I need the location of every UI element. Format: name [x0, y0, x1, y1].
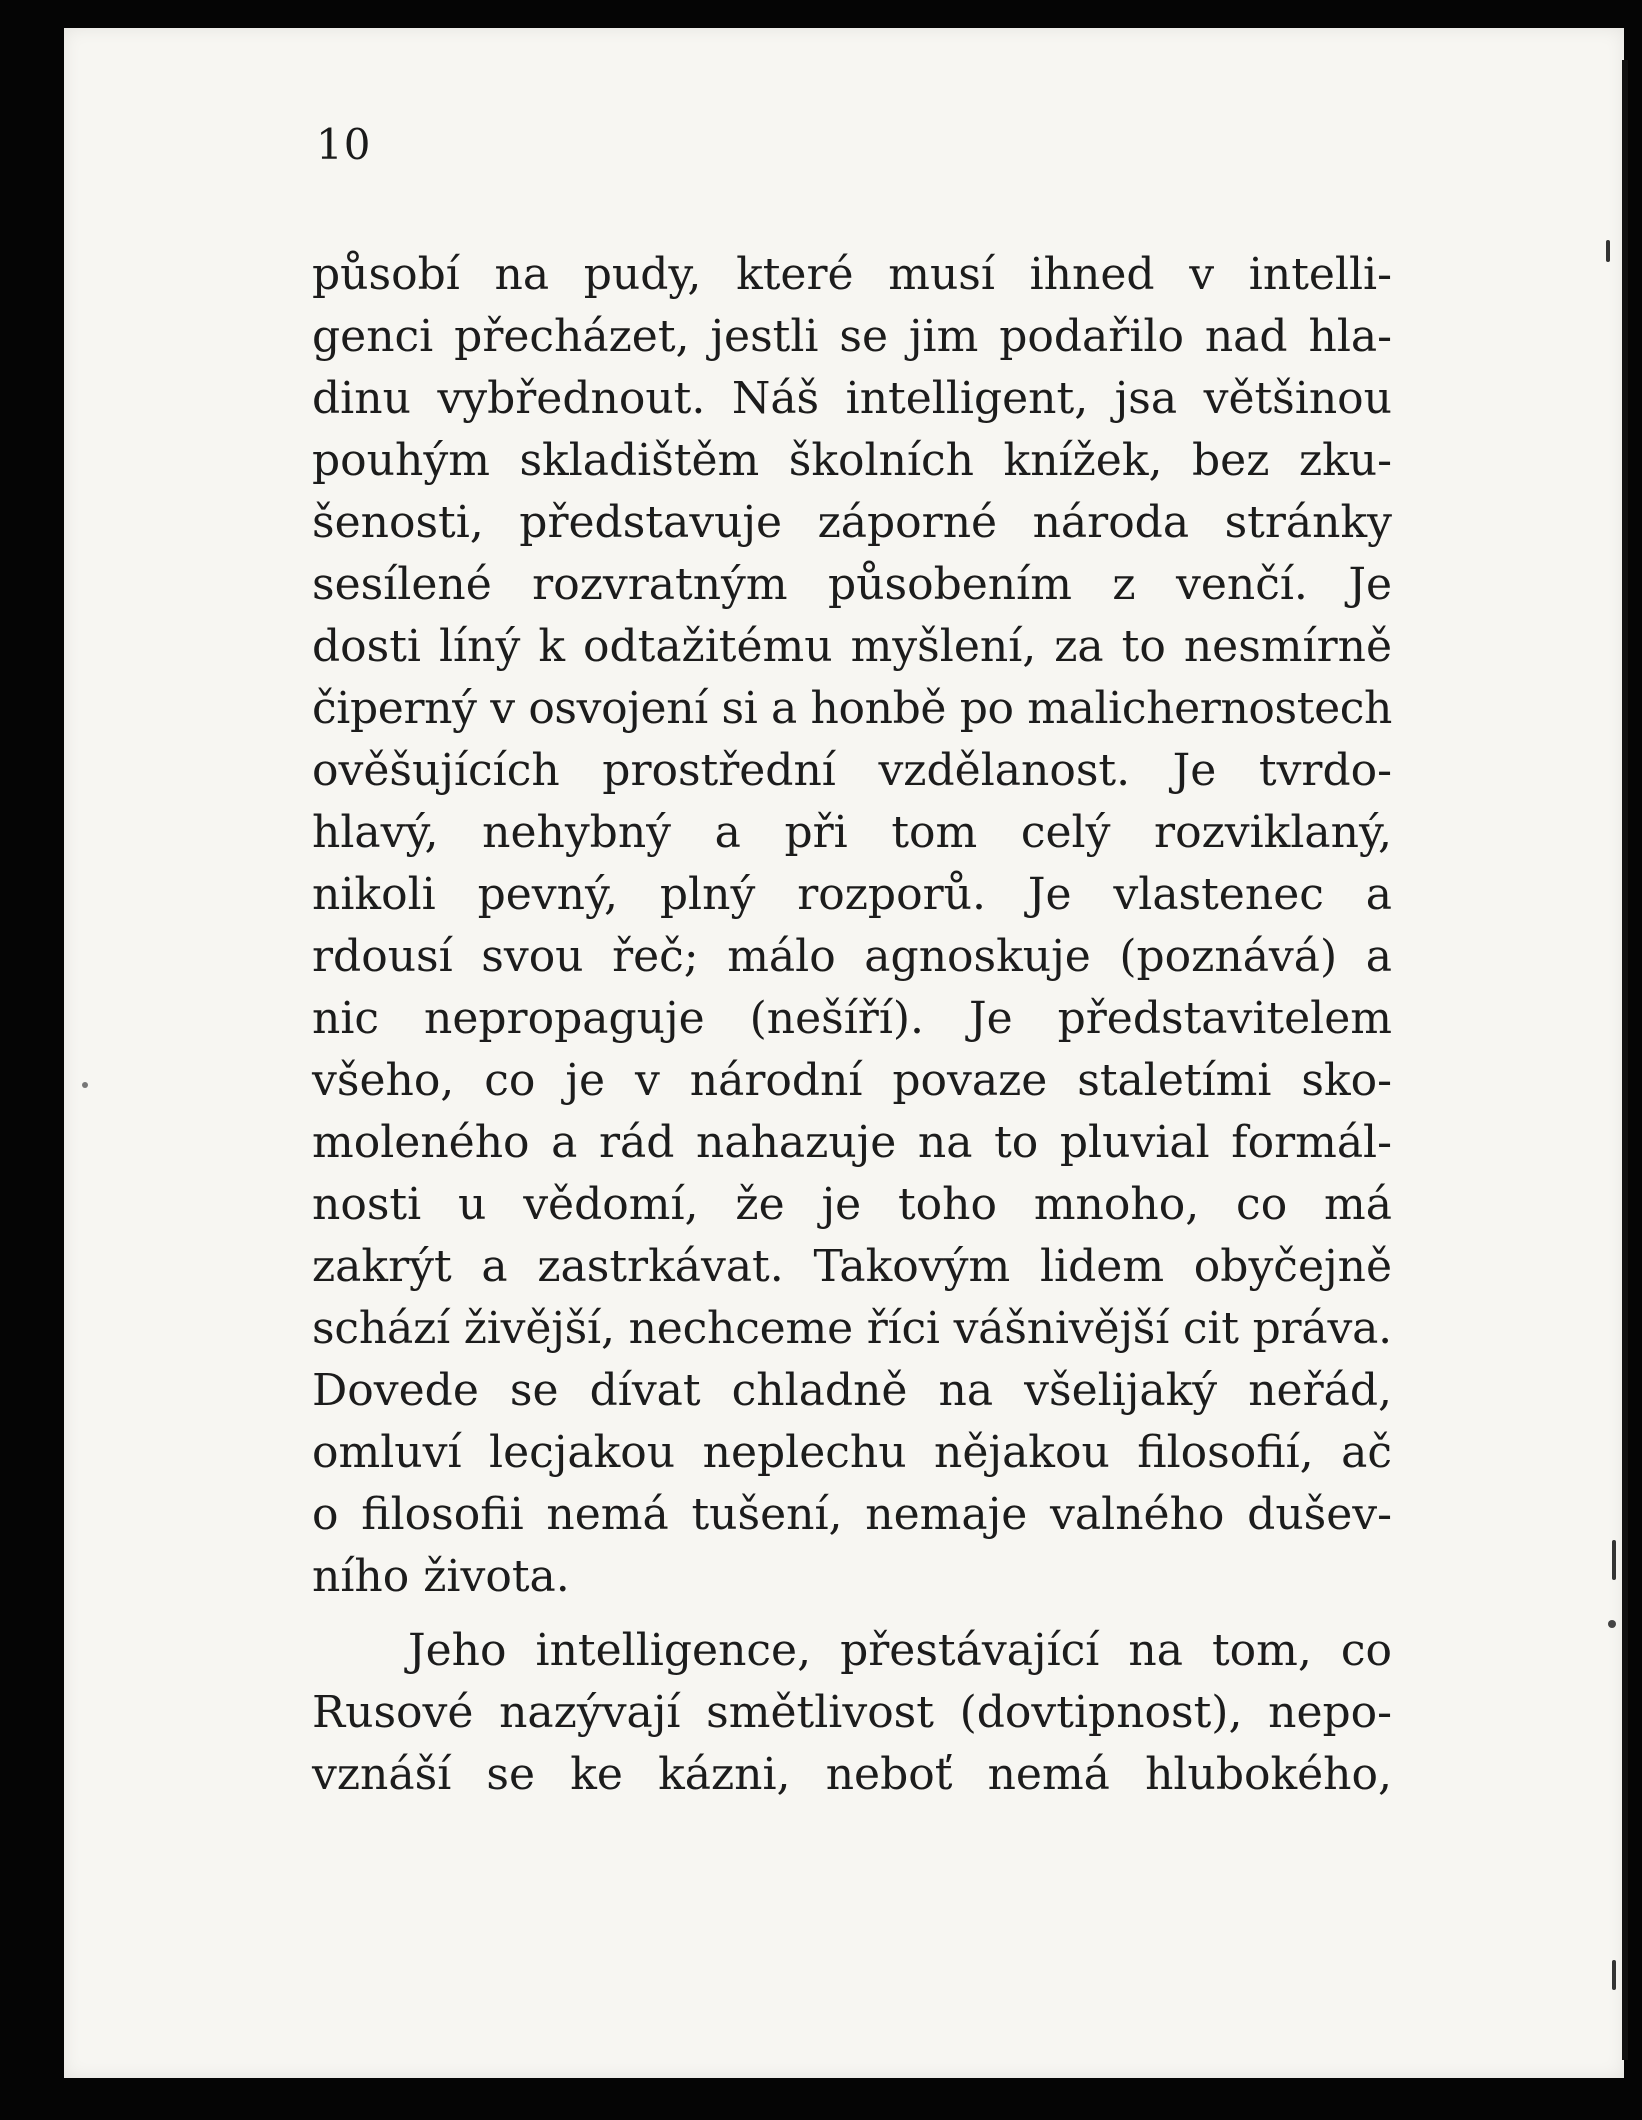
text-line: dosti líný k odtažitému myšlení, za to nesmírně [312, 621, 1392, 672]
body-text [312, 244, 1392, 1806]
text-line: sesílené rozvratným působením z venčí. Je [312, 559, 1392, 610]
text-line: ního života. [312, 1551, 570, 1602]
text-line: hlavý, nehybný a při tom celý rozviklaný, [312, 807, 1392, 858]
scan-speck [1608, 1620, 1616, 1628]
text-line: o filosofii nemá tušení, nemaje valného dušev- [312, 1489, 1392, 1540]
text-line: dinu vybřednout. Náš intelligent, jsa většinou [312, 373, 1392, 424]
text-line: omluví lecjakou neplechu nějakou filosofií, ač [312, 1427, 1392, 1478]
text-line: šenosti, představuje záporné národa stránky [312, 497, 1392, 548]
text-line: působí na pudy, které musí ihned v intelli- [312, 249, 1392, 300]
text-line: genci přecházet, jestli se jim podařilo nad hla- [312, 311, 1392, 362]
text-line: schází živější, nechceme říci vášnivější cit práva. [312, 1303, 1392, 1354]
text-line: nikoli pevný, plný rozporů. Je vlastenec a [312, 869, 1392, 920]
page-edge-shadow [1622, 60, 1628, 2060]
text-line: zakrýt a zastrkávat. Takovým lidem obyčejně [312, 1241, 1392, 1292]
text-line: Rusové nazývají smětlivost (dovtipnost), nepo- [312, 1687, 1392, 1738]
text-line: Dovede se dívat chladně na všelijaký neřád, [312, 1365, 1392, 1416]
text-line: všeho, co je v národní povaze staletími sko- [312, 1055, 1392, 1106]
scan-mark [1612, 1540, 1616, 1580]
text-line: nosti u vědomí, že je toho mnoho, co má [312, 1179, 1392, 1230]
text-line: ověšujících prostřední vzdělanost. Je tvrdo- [312, 745, 1392, 796]
text-line: rdousí svou řeč; málo agnoskuje (poznává) a [312, 931, 1392, 982]
text-line: vznáší se ke kázni, neboť nemá hlubokého, [312, 1749, 1392, 1800]
paragraph-gap [312, 1608, 1392, 1620]
page-number: 10 [316, 120, 372, 169]
scan-mark [1606, 240, 1610, 262]
text-line: čiperný v osvojení si a honbě po malichernostech [312, 683, 1393, 734]
text-line: nic nepropaguje (nešíří). Je představitelem [312, 993, 1392, 1044]
scan-speck [82, 1082, 88, 1088]
text-line: moleného a rád nahazuje na to pluvial formál- [312, 1117, 1392, 1168]
text-line: pouhým skladištěm školních knížek, bez zku- [312, 435, 1392, 486]
scan-mark [1612, 1960, 1616, 1990]
text-line: Jeho intelligence, přestávající na tom, co [408, 1625, 1392, 1676]
